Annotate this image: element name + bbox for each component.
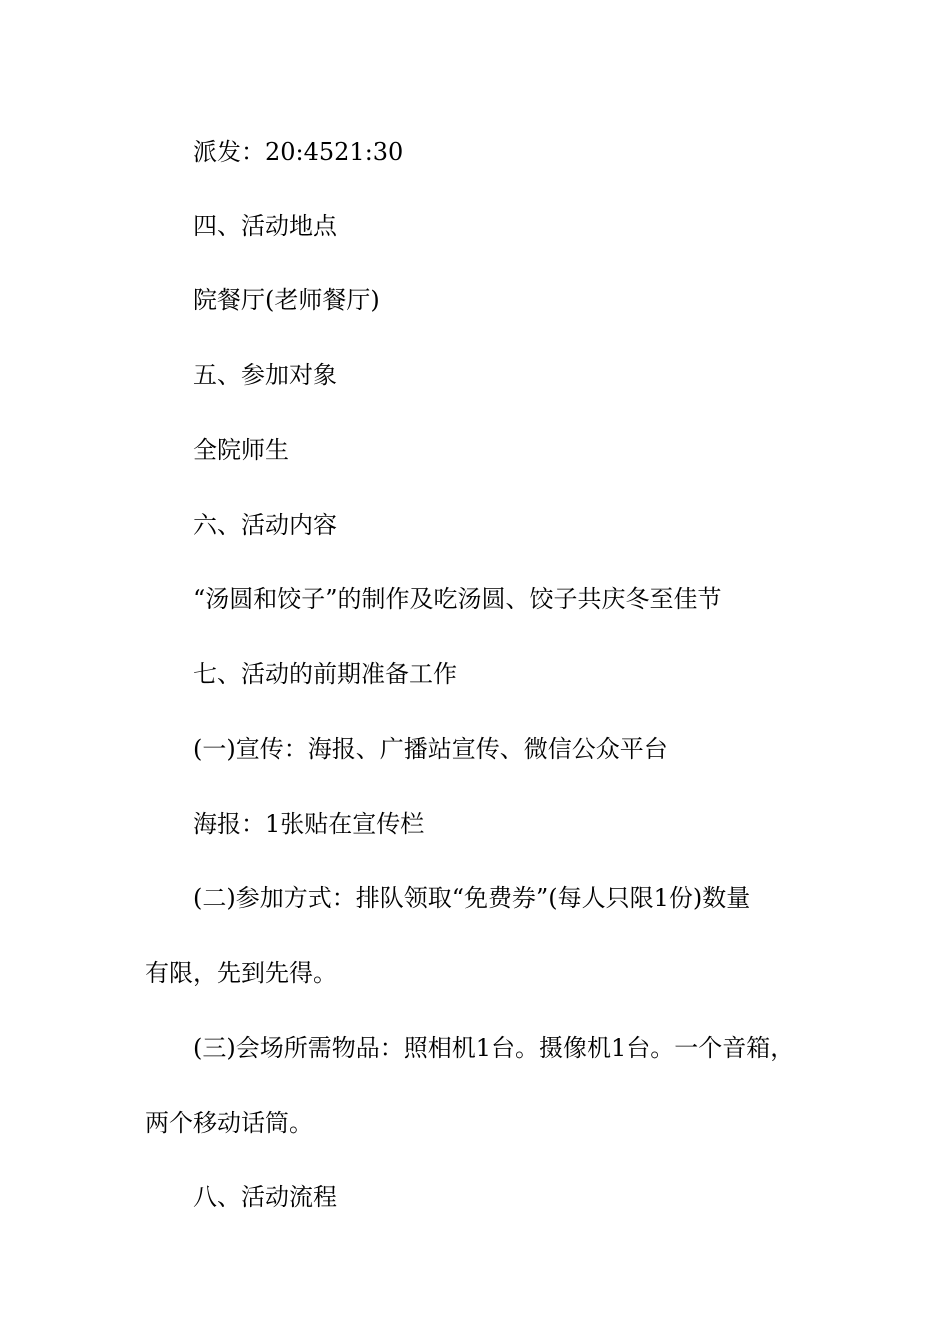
venue-items-continuation: 两个移动话筒。 — [145, 1109, 313, 1137]
section-heading-location: 四、活动地点 — [193, 212, 337, 240]
section-heading-participants: 五、参加对象 — [193, 361, 337, 389]
participation-method-text: (二)参加方式：排队领取“免费券”(每人只限1份)数量 — [193, 884, 751, 912]
poster-text: 海报：1张贴在宣传栏 — [193, 810, 425, 838]
location-text: 院餐厅(老师餐厅) — [193, 286, 380, 314]
participation-method-continuation: 有限，先到先得。 — [145, 959, 337, 987]
venue-items-text: (三)会场所需物品：照相机1台。摄像机1台。一个音箱， — [193, 1034, 795, 1062]
section-heading-process: 八、活动流程 — [193, 1183, 337, 1211]
dispatch-time-line: 派发：20:4521:30 — [193, 138, 404, 166]
section-heading-preparation: 七、活动的前期准备工作 — [193, 660, 457, 688]
section-heading-content: 六、活动内容 — [193, 511, 337, 539]
publicity-text: (一)宣传：海报、广播站宣传、微信公众平台 — [193, 735, 668, 763]
content-text: “汤圆和饺子”的制作及吃汤圆、饺子共庆冬至佳节 — [193, 585, 722, 613]
participants-text: 全院师生 — [193, 436, 289, 464]
